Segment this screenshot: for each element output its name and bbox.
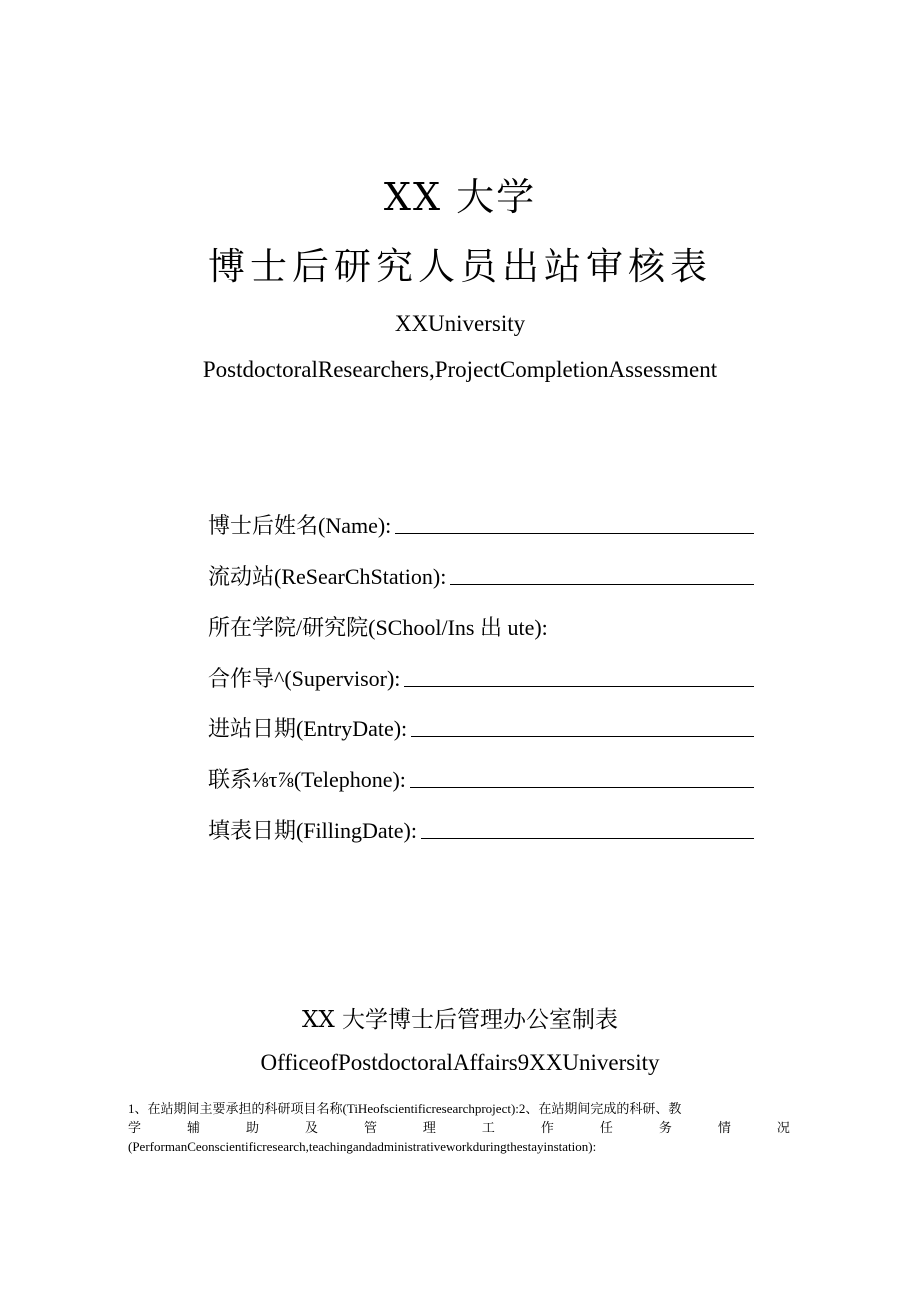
university-name-cn: XX 大学 <box>383 175 537 219</box>
field-blank-line[interactable] <box>404 686 754 687</box>
field-blank-line[interactable] <box>410 787 754 788</box>
office-name-en: OfficeofPostdoctoralAffairs9XXUniversity <box>260 1050 660 1075</box>
spread-char: 管 <box>363 1120 377 1135</box>
spread-char: 及 <box>304 1120 318 1135</box>
field-label: 联系⅛τ⅞(Telephone): <box>208 767 406 792</box>
field-entry-date[interactable] <box>208 709 754 743</box>
field-telephone[interactable] <box>208 760 754 794</box>
field-supervisor[interactable] <box>208 659 754 693</box>
spread-char: 助 <box>245 1120 259 1135</box>
spread-char: 情 <box>717 1120 731 1135</box>
field-blank-line[interactable] <box>411 736 754 737</box>
spread-char: 况 <box>776 1120 790 1135</box>
university-name-en: XXUniversity <box>394 311 526 336</box>
field-filling-date[interactable] <box>208 811 754 845</box>
section-line-1: 1、在站期间主要承担的科研项目名称(TiHeofscientificresearchproject):2、在站期间完成的科研、教 <box>128 1101 682 1116</box>
field-name[interactable] <box>208 506 754 540</box>
field-label: 进站日期(EntryDate): <box>208 716 408 741</box>
field-blank-line[interactable] <box>421 838 754 839</box>
spread-char: 作 <box>540 1120 554 1135</box>
field-label: 合作导^(Supervisor): <box>208 666 401 691</box>
spread-char: 学 <box>128 1120 142 1135</box>
field-label: 流动站(ReSearChStation): <box>208 564 447 589</box>
section-line-3: (PerformanCeonscientificresearch,teachingandadministrativeworkduringthestayinstation): <box>128 1139 597 1154</box>
field-label: 填表日期(FillingDate): <box>208 818 417 843</box>
section-line-2 <box>128 1118 790 1137</box>
spread-char: 辅 <box>186 1120 200 1135</box>
field-blank-line[interactable] <box>395 533 754 534</box>
spread-char: 理 <box>422 1120 436 1135</box>
field-research-station[interactable] <box>208 557 754 591</box>
field-label: 博士后姓名(Name): <box>208 513 392 538</box>
office-name-cn: XX 大学博士后管理办公室制表 <box>301 1007 619 1033</box>
spread-char: 工 <box>481 1120 495 1135</box>
field-label: 所在学院/研究院(SChool/Ins 出 ute): <box>208 615 548 640</box>
field-blank-line[interactable] <box>450 584 754 585</box>
spread-char: 务 <box>658 1120 672 1135</box>
field-school-institute[interactable] <box>208 608 754 642</box>
form-title-cn: 博士后研究人员出站审核表 <box>208 245 712 288</box>
spread-char: 任 <box>599 1120 613 1135</box>
section-text <box>128 1099 790 1156</box>
form-title-en: PostdoctoralResearchers,ProjectCompletionAssessment <box>202 357 718 382</box>
